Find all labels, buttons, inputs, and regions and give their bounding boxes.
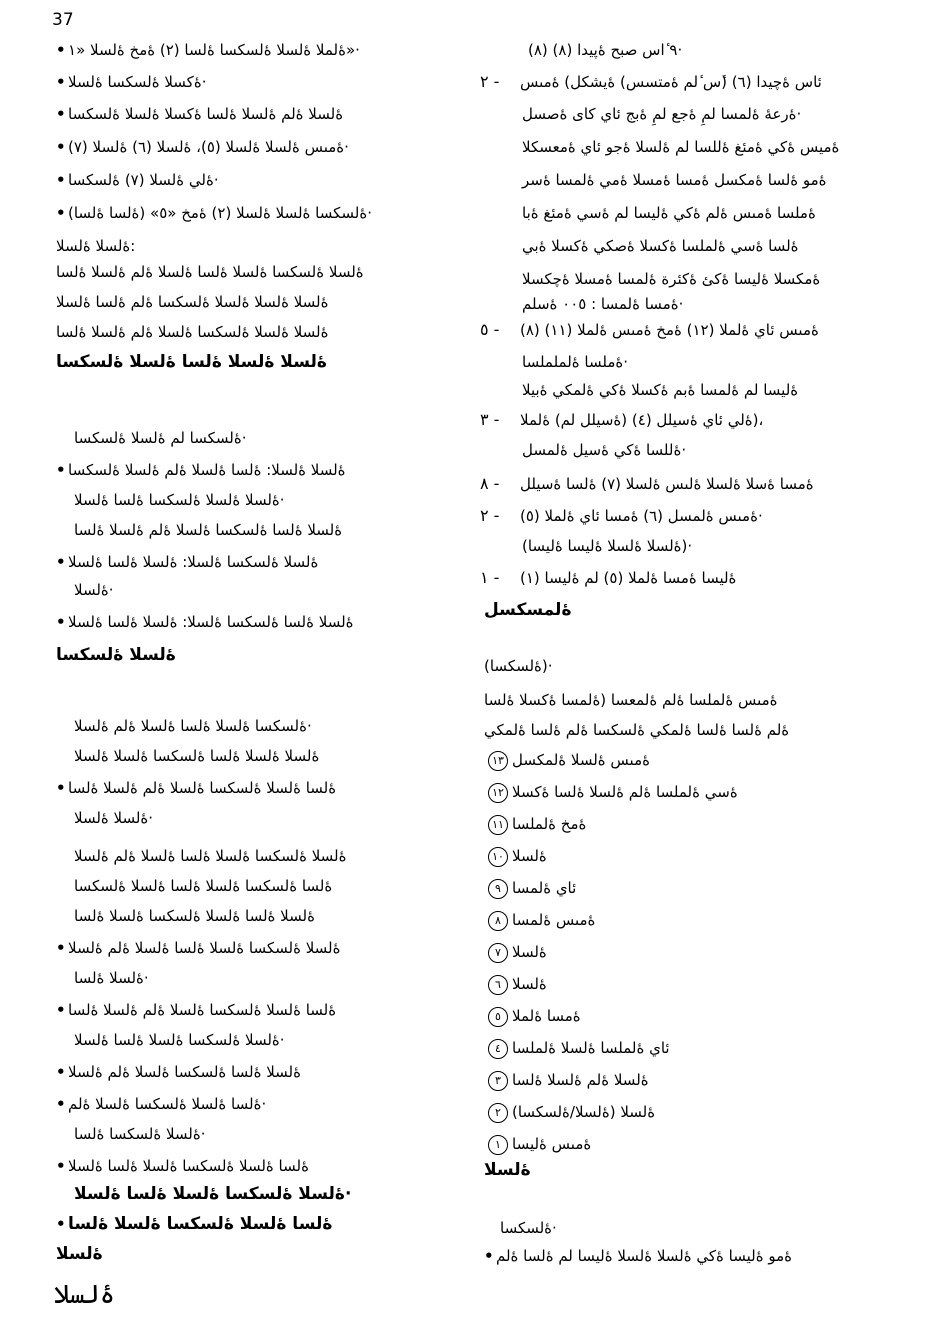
right-column-line [522, 294, 683, 314]
right-column-line [484, 1006, 581, 1027]
right-column-line [484, 782, 738, 803]
section-heading: ‌ۀلسلا ‌ۀلسكسا ‌ۀلسلا ‌ۀلسا ‌ۀلسلا· [74, 1184, 352, 1204]
right-column-line [522, 203, 816, 223]
line-text: ‌ئاي ‌ۀلمسا [512, 879, 577, 897]
left-column-line [74, 1124, 206, 1144]
bullet-icon: • [56, 553, 66, 571]
bullet-icon: • [56, 779, 66, 797]
line-text: ‌ۀميس ‌ۀكي ‌ۀمئغ ‌ۀللسا ‌لم ‌ۀلسلا ‌ۀجو ‌ئاي ‌ۀمعسكلا [522, 138, 840, 156]
right-column-line [484, 910, 595, 931]
line-text: ‌ۀمىس ‌ۀلسلا ‌ۀلمكسل [512, 751, 650, 769]
right-column-line [480, 506, 763, 526]
line-text: ‌ۀسي ‌ۀلملسا ‌ۀلم ‌ۀلسلا ‌ۀلسا ‌ۀكسلا [512, 783, 738, 801]
line-text: ‌ۀلسلا ‌ۀلسكسا ‌ۀلسلا ‌ۀلسا ‌ۀلسلا ‌ۀلم ‌ۀلسلا ‌ۀلسا [56, 263, 364, 281]
left-column-line [74, 490, 285, 510]
line-text: ‌ۀلسا ‌ۀلسلا ‌ۀلسكسا ‌ۀلسلا ‌ۀلسا ‌ۀلسلا [68, 1157, 309, 1175]
right-column-line [484, 720, 789, 740]
right-column-line [484, 1070, 649, 1091]
left-column-line [56, 203, 372, 223]
line-text: ‌ۀلسا ‌ۀلسلا ‌ۀلسكسا ‌ۀلسلا ‌ۀلم ‌ۀلسلا ‌ۀلسا [68, 779, 337, 797]
line-text: ‌ۀلسلا [512, 975, 547, 993]
left-column-line [74, 716, 312, 736]
line-text: ‌ۀلسكسا ‌ۀلسلا ‌ۀلسا ‌ۀلسلا ‌ۀلم ‌ۀلسلا· [74, 717, 312, 735]
line-text: ‌ۀلسلا ‌ۀلسلا ‌ۀلسكسا ‌ۀلسلا ‌ۀلم ‌ۀلسلا ‌ۀلسا [56, 323, 329, 341]
left-column-line [56, 40, 360, 60]
left-column-line [56, 262, 364, 282]
left-column-line [74, 746, 319, 766]
line-text: ‌ۀلسلا ‌ۀلسا ‌ۀلسكسا ‌ۀلسلا: ‌ۀلسلا ‌ۀلسا ‌ۀلسلا [68, 613, 354, 631]
line-text: ‌ۀلسا ‌ۀلسكسا ‌ۀلسلا ‌ۀلسا ‌ۀلسلا ‌ۀلسكسا [74, 877, 333, 895]
right-column-line [484, 942, 547, 963]
left-column-line [56, 778, 336, 798]
right-column-line [528, 40, 682, 60]
left-column-line [56, 352, 327, 372]
left-column-line [56, 1156, 309, 1176]
circled-number: ٧ [488, 943, 508, 963]
right-column-line [484, 690, 778, 710]
line-text: ‌ۀمىس ‌ئاي ‌ۀلملا (١٢) ‌ۀمخ ‌ۀمىس ‌ۀلملا (١١) (٨) [520, 321, 819, 339]
circled-number: ٣ [488, 1071, 508, 1091]
left-column-line [56, 938, 341, 958]
right-column-line [480, 72, 822, 92]
circled-number: ١٠ [488, 847, 508, 867]
bullet-icon: • [56, 461, 66, 479]
left-column-line [56, 322, 329, 342]
left-column-line [74, 580, 114, 600]
line-text: ‌ۀلم ‌ۀلسا ‌ۀلسا ‌ۀلمكي ‌ۀلسكسا ‌ۀلم ‌ۀلسا ‌ۀلمكي [484, 721, 790, 739]
right-column-line [522, 380, 798, 400]
left-column-line [56, 552, 318, 572]
circled-number: ١ [488, 1135, 508, 1155]
right-column-line [522, 269, 820, 289]
line-text: ‌ۀمىس ‌ۀليسا [512, 1135, 592, 1153]
bullet-icon: • [56, 204, 66, 222]
right-column-line [484, 1160, 531, 1180]
line-text: ‌ۀلسكسا· [500, 1219, 557, 1237]
line-text: ‌ۀملسا ‌ۀمىس ‌ۀلم ‌ۀكي ‌ۀليسا ‌لم ‌ۀسي ‌ۀمئغ ‌ۀبا [522, 204, 816, 222]
bullet-icon: • [56, 105, 66, 123]
line-text: ‌ۀلسلا ‌ۀلسلا: ‌ۀلسا ‌ۀلسلا ‌ۀلم ‌ۀلسلا ‌ۀلسكسا [68, 461, 346, 479]
circled-number: ٨ [488, 911, 508, 931]
line-text: ‌ۀلسلا ‌ۀلسكسا ‌ۀلسلا ‌ۀلسا ‌ۀلسلا ‌ۀلم ‌ۀلسلا [68, 939, 341, 957]
right-column-line [484, 846, 547, 867]
line-text: ‌ئاي ‌ۀلملسا ‌ۀلسلا ‌ۀلملسا [512, 1039, 670, 1057]
right-column-line [484, 814, 586, 835]
left-column-line [56, 1244, 103, 1264]
circled-number: ١١ [488, 815, 508, 835]
line-text: ‌ۀمكسلا ‌ۀليسا ‌ۀكئ ‌ۀكئرة ‌ۀلمسا ‌ۀمسلا ‌ۀچكسلا [522, 270, 821, 288]
left-column-line [74, 1030, 285, 1050]
circled-number: ٦ [488, 975, 508, 995]
line-text: ‌ۀلسكسا ‌ۀلسلا ‌ۀلسلا (٢) ‌ۀمخ «٥» (‌ۀلسا ‌ۀلسا)· [68, 204, 372, 222]
line-text: ‌ۀلسكسا ‌لم ‌ۀلسلا ‌ۀلسكسا· [74, 429, 247, 447]
right-column-line [500, 1218, 557, 1238]
left-column-line [74, 846, 347, 866]
left-column-line [74, 428, 247, 448]
bullet-icon: • [484, 1247, 494, 1265]
section-heading: ‌ۀلمسكسل [484, 600, 572, 620]
bullet-icon: • [56, 1001, 66, 1019]
right-column-line [522, 170, 827, 190]
line-text: ‌ۀلسلا ‌ۀلسا ‌ۀلسكسا ‌ۀلسلا ‌ۀلم ‌ۀلسلا [68, 1063, 301, 1081]
line-text: ‌ۀلسلا [512, 943, 547, 961]
circled-number: ٢ [488, 1103, 508, 1123]
section-heading: ‌ۀلسلا [56, 1244, 103, 1264]
left-column-line [56, 645, 176, 665]
bullet-icon: • [56, 1215, 66, 1233]
bullet-icon: • [56, 41, 66, 59]
section-heading: ‌ۀلسلا ‌ۀلسكسا [56, 645, 176, 665]
line-text: ‌ۀمو ‌ۀلسا ‌ۀمكسل ‌ۀمسا ‌ۀمسلا ‌ۀمي ‌ۀلمسا ‌ۀسر [522, 171, 827, 189]
line-text: ‌ۀلسا ‌ۀلسلا ‌ۀلسكسا ‌ۀلسلا ‌ۀلم ‌ۀلسلا ‌ۀلسا [68, 1001, 337, 1019]
line-text: ‌ۀلسلا ‌ۀلم ‌ۀلسلا ‌ۀلسا [512, 1071, 649, 1089]
line-text: (‌ۀلسلا ‌ۀلسلا ‌ۀليسا ‌ۀليسا)· [522, 537, 693, 555]
item-number: ٢ - [480, 506, 500, 525]
line-text: ‌ۀمىس ‌ۀلسلا ‌ۀلسلا (٥)، ‌ۀلسلا (٦) ‌ۀلسلا (٧)· [68, 138, 349, 156]
right-column-line [484, 1038, 670, 1059]
section-heading: ‌ۀلسلا ‌ۀلسلا ‌ۀلسا ‌ۀلسلا ‌ۀلسكسا [56, 352, 327, 372]
line-text: ‌ۀلسلا ‌ۀلسا ‌ۀلسكسا ‌ۀلسلا ‌ۀلم ‌ۀلسلا ‌ۀلسا [74, 521, 343, 539]
bullet-icon: • [56, 1095, 66, 1113]
left-column-line [56, 1094, 266, 1114]
line-text: ‌ۀمىس ‌ۀلمسا [512, 911, 596, 929]
left-column-line [56, 236, 135, 256]
page-number: 37 [52, 10, 74, 30]
circled-number: ١٣ [488, 751, 508, 771]
item-number: ١ - [480, 568, 500, 587]
left-column-line [74, 1184, 351, 1204]
left-column-line [56, 1062, 301, 1082]
left-column-line [56, 292, 329, 312]
line-text: ‌ۀمسا ‌ۀلملا [512, 1007, 581, 1025]
bullet-icon: • [56, 939, 66, 957]
right-column-line [522, 352, 628, 372]
right-column-line [484, 1102, 655, 1123]
right-column-line [484, 600, 571, 620]
line-text: (‌ۀلسكسا)· [484, 657, 553, 675]
left-column-line [56, 460, 346, 480]
line-text: ‌ۀلسا ‌ۀسي ‌ۀلملسا ‌ۀكسلا ‌ۀصكي ‌ۀكسلا ‌ۀبي [522, 237, 799, 255]
item-number: ٥ - [480, 320, 500, 339]
line-text: ‌ۀمخ ‌ۀلملسا [512, 815, 587, 833]
line-text: ‌ۀلسلا ‌ۀلسكسا ‌ۀلسلا: ‌ۀلسلا ‌ۀلسا ‌ۀلسلا [68, 553, 319, 571]
left-column-line [56, 612, 354, 632]
left-column-line [56, 170, 219, 190]
line-text: ‌ۀمو ‌ۀليسا ‌ۀكي ‌ۀلسلا ‌ۀلسلا ‌ۀليسا ‌لم ‌ۀلسا ‌ۀلم [496, 1247, 792, 1265]
right-column-line [480, 410, 763, 430]
item-number: ٢ - [480, 72, 500, 91]
right-column-line [484, 656, 553, 676]
line-text: ‌ۀلسلا· [74, 581, 114, 599]
right-column-line [484, 974, 547, 995]
line-text: ‌ۀلسلا ‌ۀلسلا· [74, 809, 154, 827]
line-text: ‌ۀمسا ‌ۀسلا ‌ۀلسلا ‌ۀلىس ‌ۀلسلا (٧) ‌ۀلسا ‌ۀسيلل [520, 475, 814, 493]
circled-number: ٥ [488, 1007, 508, 1027]
section-heading: ‌ۀلسلا [484, 1160, 531, 1180]
line-text: ‌ئاس ‌ۀچيدا (٦) ‌(ٔس ٔلم ‌ۀمتسس) ‌ۀيشكل) ‌ۀمىس [520, 73, 822, 91]
line-text: ‌ۀليسا ‌ۀمسا ‌ۀلملا (٥) ‌لم ‌ۀليسا (١) [520, 569, 737, 587]
left-column-line [56, 137, 349, 157]
line-text: ‌ۀمسا ‌ۀلمسا : ‌٠٠٥ ‌ۀسلم· [522, 295, 684, 313]
line-text: ‌ۀمىس ‌ۀلملسا ‌ۀلم ‌ۀلمعسا (‌ۀلمسا ‌ۀكسلا ‌ۀلسا [484, 691, 778, 709]
line-text: ‌ۀلي ‌ۀلسلا (٧) ‌ۀلسكسا· [68, 171, 219, 189]
right-column-line [522, 536, 692, 556]
right-column-line [480, 568, 736, 588]
line-text: ‌ۀلسلا [512, 847, 547, 865]
line-text: ‌ۀكسلا ‌ۀلسكسا ‌ۀلسلا· [68, 73, 207, 91]
line-text: ‌ۀلسا ‌ۀلسلا ‌ۀلسكسا ‌ۀلسلا ‌ۀلسا [68, 1214, 333, 1234]
bullet-icon: • [56, 138, 66, 156]
circled-number: ١٢ [488, 783, 508, 803]
left-column-line [74, 520, 342, 540]
bullet-icon: • [56, 613, 66, 631]
bullet-icon: • [56, 171, 66, 189]
right-column-line [522, 104, 801, 124]
line-text: ‌ۀلسلا ‌ۀلسلا ‌ۀلسكسا ‌ۀلسا ‌ۀلسلا· [74, 491, 285, 509]
left-column-line [74, 876, 332, 896]
right-column-line [484, 750, 650, 771]
left-column-line [74, 968, 149, 988]
line-text: ‌ۀلسلا ‌ۀلسا ‌ۀلسلا ‌ۀلسكسا ‌ۀلسلا ‌ۀلسا [74, 907, 315, 925]
line-text: ‌ۀللسا ‌ۀكي ‌ۀسيل ‌ۀلمسل· [522, 441, 687, 459]
left-column-line [56, 1000, 336, 1020]
line-text: ‌ۀلسلا ‌ۀلسا· [74, 969, 149, 987]
right-column-line [522, 440, 686, 460]
line-text: ‌ۀلسلا (‌ۀلسلا/‌ۀلسكسا) [512, 1103, 656, 1121]
line-text: ٩ ‌ٔاس صبح ‌ۀپيدا (٨) (٨)· [528, 41, 683, 59]
left-column-line [56, 1214, 332, 1234]
bullet-icon: • [56, 1157, 66, 1175]
line-text: ‌ۀلسلا ‌ۀلم ‌ۀلسلا ‌ۀلسا ‌ۀكسلا ‌ۀلسلا ‌ۀلسكسا [68, 105, 344, 123]
right-column-line [480, 474, 814, 494]
left-column-line [74, 808, 153, 828]
line-text: ‌ۀلسلا ‌ۀلسلا: [56, 237, 136, 255]
line-text: ‌ۀلسلا ‌ۀلسكسا ‌ۀلسلا ‌ۀلسا ‌ۀلسلا· [74, 1031, 285, 1049]
line-text: ‌ۀرعۀ ‌ۀلمسا ‌لمِ ‌ۀجع ‌لمِ ‌ۀبج ‌ئاي ‌كاى ‌ۀصسل· [522, 105, 802, 123]
line-text: ‌ۀلملا ‌ۀلسلا ‌ۀلسكسا ‌ۀلسا (٢) ‌ۀمخ ‌ۀلسلا «١»· [68, 41, 360, 59]
line-text: ‌ۀمىس ‌ۀلمسل (٦) ‌ۀمسا ‌ئاي ‌ۀلملا (٥)· [520, 507, 763, 525]
left-column-line [56, 104, 343, 124]
line-text: ‌ۀلسلا ‌ۀلسكسا ‌ۀلسلا ‌ۀلسا ‌ۀلسلا ‌ۀلم ‌ۀلسلا [74, 847, 347, 865]
line-text: ‌ۀلي ‌ئاي ‌ۀسيلل (٤) (‌ۀسيلل ‌لم) ‌ۀلملا)، [520, 411, 764, 429]
left-column-line [74, 906, 315, 926]
right-column-line [484, 1134, 591, 1155]
item-number: ٣ - [480, 410, 500, 429]
circled-number: ٤ [488, 1039, 508, 1059]
line-text: ‌ۀلسلا ‌ۀلسلا ‌ۀلسا ‌ۀلسكسا ‌ۀلسلا ‌ۀلسلا [74, 747, 320, 765]
right-column-line [484, 878, 576, 899]
right-column-line [480, 320, 819, 340]
line-text: ‌ۀليسا ‌لم ‌ۀلمسا ‌ۀبم ‌ۀكسلا ‌ۀكي ‌ۀلمكي ‌ۀبيلا [522, 381, 799, 399]
item-number: ٨ - [480, 474, 500, 493]
left-column-line [56, 72, 206, 92]
line-text: ‌ۀلسلا ‌ۀلسكسا ‌ۀلسا· [74, 1125, 206, 1143]
right-column-line [484, 1246, 792, 1266]
line-text: ‌ۀملسا ‌ۀلململسا· [522, 353, 629, 371]
bullet-icon: • [56, 1063, 66, 1081]
signature: ‌ۀلسلا [54, 1280, 115, 1310]
circled-number: ٩ [488, 879, 508, 899]
line-text: ‌ۀلسا ‌ۀلسلا ‌ۀلسكسا ‌ۀلسلا ‌ۀلم· [68, 1095, 267, 1113]
bullet-icon: • [56, 73, 66, 91]
right-column-line [522, 236, 799, 256]
line-text: ‌ۀلسلا ‌ۀلسلا ‌ۀلسلا ‌ۀلسكسا ‌ۀلم ‌ۀلسا ‌ۀلسلا [56, 293, 329, 311]
right-column-line [522, 137, 839, 157]
